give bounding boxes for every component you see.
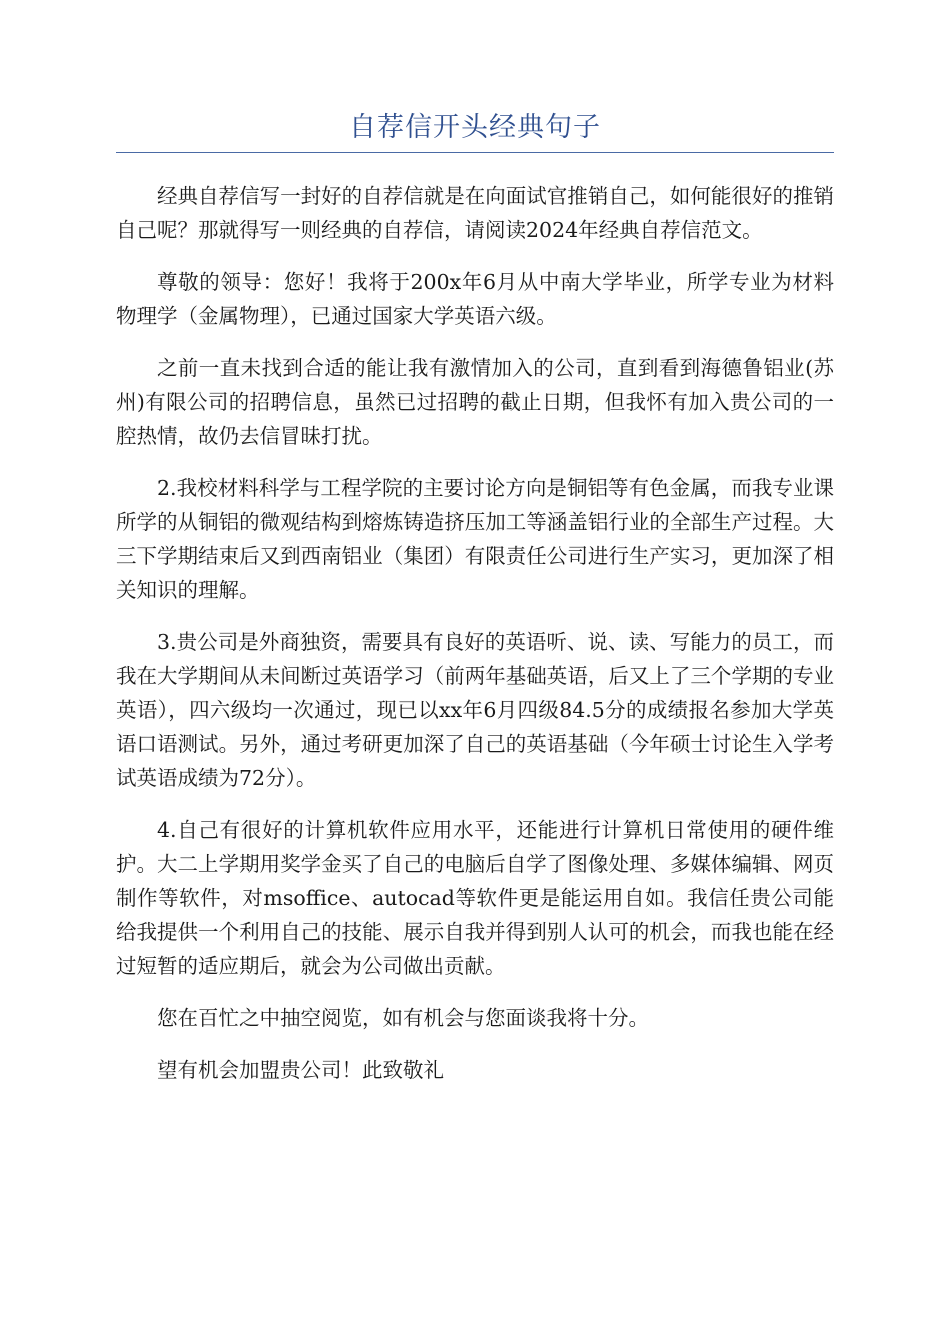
paragraph-greeting: 尊敬的领导：您好！我将于200x年6月从中南大学毕业，所学专业为材料物理学（金属物理），已通过国家大学英语六级。	[116, 270, 834, 328]
document-title: 自荐信开头经典句子	[116, 110, 834, 153]
paragraph-intro: 经典自荐信写一封好的自荐信就是在向面试官推销自己，如何能很好的推销自己呢？那就得写一则经典的自荐信，请阅读2024年经典自荐信范文。	[116, 184, 834, 242]
paragraph-point-4: 4.自己有很好的计算机软件应用水平，还能进行计算机日常使用的硬件维护。大二上学期用奖学金买了自己的电脑后自学了图像处理、多媒体编辑、网页制作等软件，对msoffice、autocad等软件更是能运用自如。我信任贵公司能给我提供一个利用自己的技能、展示自我并得到别人认可的机会，而我也能在经过短暂的适应期后，就会为公司做出贡献。	[116, 818, 834, 978]
paragraph-point-3: 3.贵公司是外商独资，需要具有良好的英语听、说、读、写能力的员工，而我在大学期间从未间断过英语学习（前两年基础英语，后又上了三个学期的专业英语），四六级均一次通过，现已以xx年6月四级84.5分的成绩报名参加大学英语口语测试。另外，通过考研更加深了自己的英语基础（今年硕士讨论生入学考试英语成绩为72分）。	[116, 630, 834, 790]
document-page	[116, 110, 834, 1105]
paragraph-closing: 望有机会加盟贵公司！此致敬礼	[157, 1058, 444, 1082]
paragraph-thanks: 您在百忙之中抽空阅览，如有机会与您面谈我将十分。	[157, 1006, 649, 1030]
document-body	[116, 179, 834, 1087]
paragraph-point-2: 2.我校材料科学与工程学院的主要讨论方向是铜铝等有色金属，而我专业课所学的从铜铝的微观结构到熔炼铸造挤压加工等涵盖铝行业的全部生产过程。大三下学期结束后又到西南铝业（集团）有限责任公司进行生产实习，更加深了相关知识的理解。	[116, 476, 834, 602]
paragraph-motivation: 之前一直未找到合适的能让我有激情加入的公司，直到看到海德鲁铝业(苏州)有限公司的招聘信息，虽然已过招聘的截止日期，但我怀有加入贵公司的一腔热情，故仍去信冒昧打扰。	[116, 356, 834, 448]
